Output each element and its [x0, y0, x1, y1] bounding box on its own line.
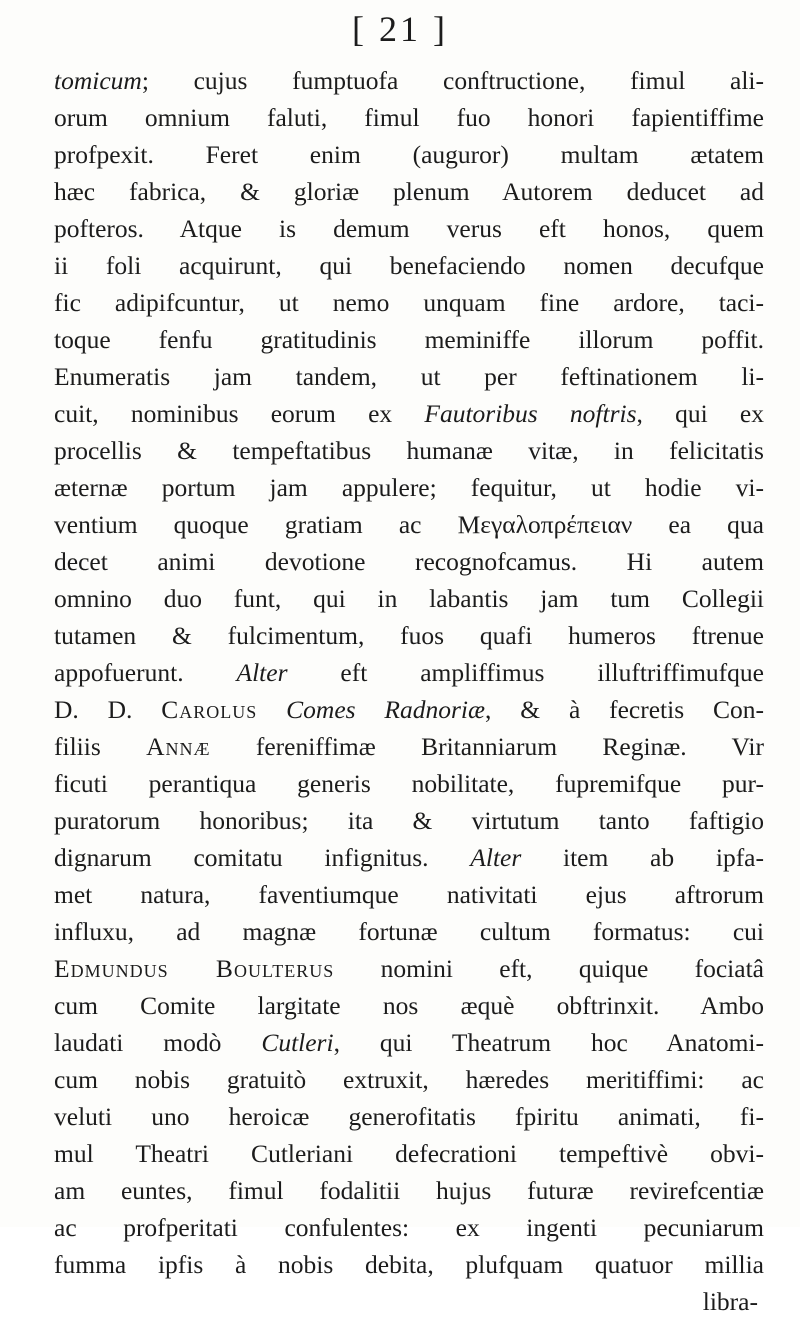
text-run: toque fenfu gratitudinis meminiffe illorum poffit. [54, 325, 764, 354]
italic-run: Cutleri [261, 1028, 334, 1057]
text-run: puratorum honoribus; ita & virtutum tanto faftigio [54, 806, 764, 835]
text-run: influxu, ad magnæ fortunæ cultum formatus: cui [54, 917, 764, 946]
small-caps-run: Edmundus Boulterus [54, 954, 335, 983]
small-caps-run: Annæ [146, 732, 211, 761]
text-run: fic adipifcuntur, ut nemo unquam fine ardore, taci- [54, 288, 764, 317]
text-line [54, 99, 764, 136]
text-run: , & à fecretis Con- [485, 695, 764, 724]
text-run: D. D. [54, 695, 162, 724]
text-line [54, 321, 764, 358]
text-line [54, 284, 764, 321]
body-text [54, 62, 764, 1320]
text-run: decet animi devotione recognofcamus. Hi autem [54, 547, 764, 576]
italic-run: Fautoribus noftris [424, 399, 637, 428]
text-line [54, 839, 764, 876]
text-line [54, 210, 764, 247]
catchword: libra- [702, 1287, 758, 1316]
text-line [54, 580, 764, 617]
text-run: , qui Theatrum hoc Anatomi- [333, 1028, 764, 1057]
text-line [54, 1209, 764, 1246]
text-run: met natura, faventiumque nativitati ejus aftrorum [54, 880, 764, 909]
text-run: ; cujus fumptuofa conftructione, fimul ali- [141, 66, 764, 95]
italic-run: Alter [236, 658, 288, 687]
text-run: ventium quoque gratiam ac Μεγαλοπρέπειαν ea qua [54, 510, 764, 539]
text-run [257, 695, 286, 724]
text-line [54, 136, 764, 173]
text-run: item ab ipfa- [521, 843, 764, 872]
text-run: appofuerunt. [54, 658, 237, 687]
italic-run: tomicum [54, 66, 142, 95]
text-run: mul Theatri Cutleriani defecrationi tempeftivè obvi- [54, 1139, 764, 1168]
italic-run: Comes Radnoriæ [286, 695, 486, 724]
text-run: Enumeratis jam tandem, ut per feftinationem li- [54, 362, 764, 391]
text-run: hæc fabrica, & gloriæ plenum Autorem deducet ad [54, 177, 764, 206]
text-run: dignarum comitatu infignitus. [54, 843, 471, 872]
text-run: cum Comite largitate nos æquè obftrinxit. Ambo [54, 991, 764, 1020]
text-run: filiis [54, 732, 147, 761]
text-line [54, 1246, 764, 1283]
text-line [54, 987, 764, 1024]
text-line [54, 358, 764, 395]
text-run: profpexit. Feret enim (auguror) multam ætatem [54, 140, 764, 169]
text-run: nomini eft, quique fociatâ [334, 954, 764, 983]
text-run: laudati modò [54, 1028, 262, 1057]
text-run: ac profperitati confulentes: ex ingenti pecuniarum [54, 1213, 764, 1242]
text-line [54, 1024, 764, 1061]
text-run: orum omnium faluti, fimul fuo honori fapientiffime [54, 103, 764, 132]
text-run: pofteros. Atque is demum verus eft honos, quem [54, 214, 764, 243]
text-run: procellis & tempeftatibus humanæ vitæ, in felicitatis [54, 436, 764, 465]
page-number: [ 21 ] [352, 9, 448, 49]
text-run: omnino duo funt, qui in labantis jam tum Collegii [54, 584, 764, 613]
text-run: ii foli acquirunt, qui benefaciendo nomen decufque [54, 251, 764, 280]
text-run: eft ampliffimus illuftriffimufque [287, 658, 764, 687]
text-line [54, 173, 764, 210]
text-line [54, 802, 764, 839]
text-line [54, 432, 764, 469]
text-line [54, 247, 764, 284]
text-run: cuit, nominibus eorum ex [54, 399, 425, 428]
small-caps-run: Carolus [161, 695, 258, 724]
text-run: am euntes, fimul fodalitii hujus futuræ revirefcentiæ [54, 1176, 764, 1205]
text-line [54, 1135, 764, 1172]
text-line [54, 654, 764, 691]
text-run: fumma ipfis à nobis debita, plufquam quatuor millia [54, 1250, 764, 1279]
text-line [54, 1061, 764, 1098]
text-run: fereniffimæ Britanniarum Reginæ. Vir [210, 732, 764, 761]
text-line [54, 543, 764, 580]
text-line [54, 728, 764, 765]
text-line [54, 1172, 764, 1209]
text-line [54, 691, 764, 728]
text-run: veluti uno heroicæ generofitatis fpiritu animati, fi- [54, 1102, 764, 1131]
text-run: ficuti perantiqua generis nobilitate, fupremifque pur- [54, 769, 764, 798]
italic-run: Alter [470, 843, 522, 872]
text-line [54, 617, 764, 654]
text-line [54, 765, 764, 802]
text-line [54, 506, 764, 543]
text-line [54, 950, 764, 987]
text-run: cum nobis gratuitò extruxit, hæredes meritiffimi: ac [54, 1065, 764, 1094]
text-run: , qui ex [636, 399, 765, 428]
text-run: tutamen & fulcimentum, fuos quafi humeros ftrenue [54, 621, 764, 650]
text-line [54, 876, 764, 913]
text-line [54, 395, 764, 432]
text-run: æternæ portum jam appulere; fequitur, ut hodie vi- [54, 473, 764, 502]
text-line [54, 62, 764, 99]
text-line [54, 913, 764, 950]
text-line [54, 1098, 764, 1135]
text-line [54, 469, 764, 506]
